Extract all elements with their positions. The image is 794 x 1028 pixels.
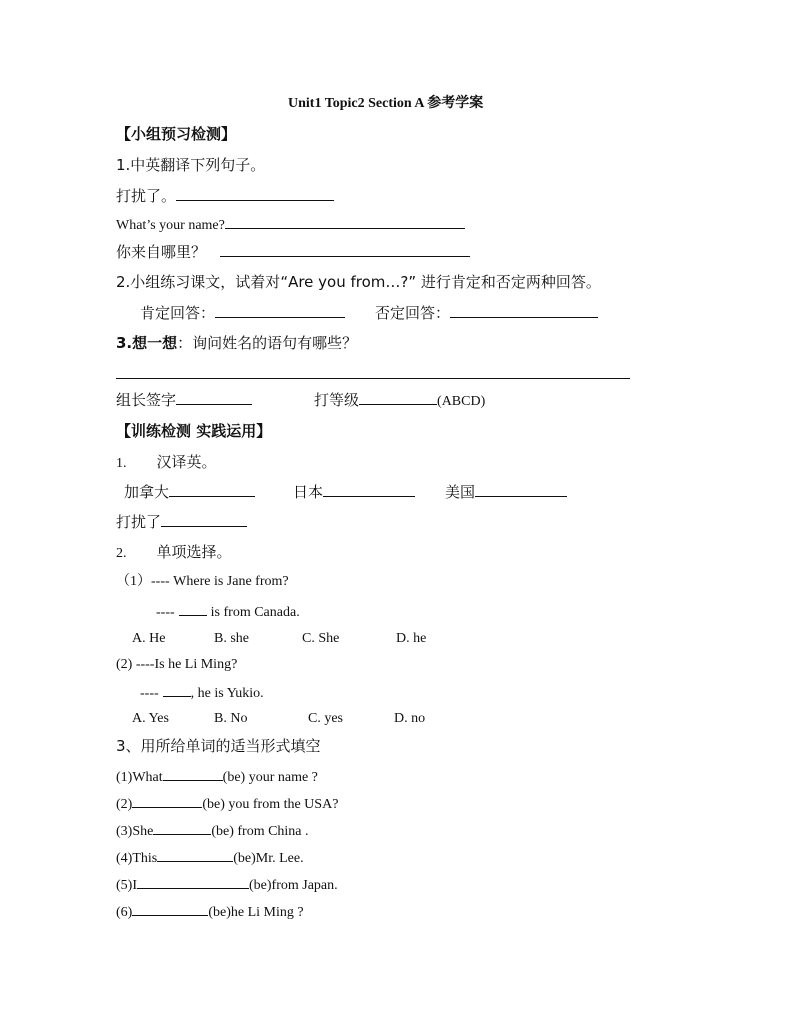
answer-blank[interactable] bbox=[176, 186, 334, 201]
grade-blank[interactable] bbox=[359, 390, 437, 405]
fill-pre: (6) bbox=[116, 905, 133, 920]
answer-blank[interactable] bbox=[132, 901, 208, 916]
fill-item-3 bbox=[116, 820, 309, 842]
s1-item-excuse: 打扰了 bbox=[116, 513, 162, 531]
answer-blank[interactable] bbox=[137, 874, 249, 889]
fill-item-4 bbox=[116, 847, 304, 869]
mc-q1-options bbox=[132, 629, 426, 649]
answer-blank[interactable] bbox=[163, 682, 191, 697]
fill-pre: (3)She bbox=[116, 824, 154, 839]
mc-q1-answer bbox=[156, 601, 300, 623]
fill-pre: (2) bbox=[116, 797, 133, 812]
fill-post: (be)from Japan. bbox=[249, 878, 338, 893]
option[interactable]: B. No bbox=[214, 711, 248, 726]
fill-post: (be) you from the USA? bbox=[202, 797, 339, 812]
fill-item-1 bbox=[116, 766, 318, 788]
q3-number: 3. bbox=[116, 334, 133, 352]
answer-blank[interactable] bbox=[153, 820, 211, 835]
section-header-practice: 【训练检测 实践运用】 bbox=[116, 422, 272, 440]
option[interactable]: D. he bbox=[396, 631, 427, 646]
s1-item-japan: 日本 bbox=[293, 483, 324, 501]
option[interactable]: C. yes bbox=[308, 711, 343, 726]
answer-blank[interactable] bbox=[475, 482, 567, 497]
fill-item-2 bbox=[116, 793, 338, 815]
q2-answers bbox=[140, 303, 598, 323]
mc-q1-question: （1）---- Where is Jane from? bbox=[116, 574, 289, 589]
mc-q2-question: (2) ----Is he Li Ming? bbox=[116, 657, 238, 672]
answer-blank[interactable] bbox=[215, 303, 345, 318]
q3-label bbox=[116, 333, 357, 353]
s3-label: 3、用所给单词的适当形式填空 bbox=[116, 737, 321, 755]
fill-post: (be) your name ? bbox=[222, 770, 318, 785]
s1-text: 汉译英。 bbox=[156, 453, 217, 471]
option[interactable]: D. no bbox=[394, 711, 426, 726]
q1-item-1-text: 打扰了。 bbox=[116, 187, 177, 205]
mc-q2-options bbox=[132, 709, 425, 729]
answer-blank[interactable] bbox=[163, 766, 223, 781]
q2-label: 2.小组练习课文，试着对“Are you from…?” 进行肯定和否定两种回答。 bbox=[116, 273, 601, 291]
q1-item-3-text: 你来自哪里？ bbox=[116, 243, 207, 261]
answer-blank[interactable] bbox=[169, 482, 255, 497]
fill-item-5 bbox=[116, 874, 338, 896]
answer-blank[interactable] bbox=[157, 847, 233, 862]
answer-blank[interactable] bbox=[450, 303, 598, 318]
answer-line[interactable] bbox=[116, 378, 630, 379]
mc-q2-answer bbox=[140, 682, 264, 704]
s1-row-1 bbox=[124, 482, 567, 502]
answer-blank[interactable] bbox=[161, 512, 247, 527]
answer-blank[interactable] bbox=[179, 601, 207, 616]
answer-blank[interactable] bbox=[132, 793, 202, 808]
section-header-preview: 【小组预习检测】 bbox=[116, 125, 237, 143]
grade-label: 打等级 bbox=[314, 391, 360, 409]
answer-blank[interactable] bbox=[220, 242, 470, 257]
q3-think: 想一想 bbox=[132, 334, 178, 352]
q1-item-2 bbox=[116, 214, 465, 236]
q1-item-2-text: What’s your name? bbox=[116, 218, 225, 233]
page-title: Unit1 Topic2 Section A 参考学案 bbox=[288, 96, 484, 111]
sign-blank[interactable] bbox=[176, 390, 252, 405]
grade-options: (ABCD) bbox=[437, 394, 486, 409]
q2-positive-label: 肯定回答： bbox=[140, 304, 216, 322]
q1-item-1 bbox=[116, 186, 334, 206]
fill-pre: (1)What bbox=[116, 770, 163, 785]
sign-row bbox=[116, 390, 485, 412]
mc-q1-prefix: ---- bbox=[156, 605, 175, 620]
mc-q2-suffix: , he is Yukio. bbox=[190, 686, 264, 701]
sign-label: 组长签字 bbox=[116, 391, 177, 409]
q2-negative-label: 否定回答： bbox=[375, 304, 451, 322]
answer-blank[interactable] bbox=[323, 482, 415, 497]
q3-text: ：询问姓名的语句有哪些？ bbox=[177, 334, 358, 352]
fill-post: (be)he Li Ming ? bbox=[208, 905, 304, 920]
fill-pre: (4)This bbox=[116, 851, 158, 866]
q1-item-3 bbox=[116, 242, 470, 262]
s1-row-2 bbox=[116, 512, 247, 532]
s2-number: 2. bbox=[116, 546, 127, 561]
fill-post: (be) from China . bbox=[211, 824, 309, 839]
option[interactable]: B. she bbox=[214, 631, 249, 646]
mc-q2-prefix: ---- bbox=[140, 686, 159, 701]
answer-blank[interactable] bbox=[225, 214, 465, 229]
fill-pre: (5)I bbox=[116, 878, 137, 893]
option[interactable]: C. She bbox=[302, 631, 340, 646]
s2-text: 单项选择。 bbox=[156, 543, 232, 561]
s1-number: 1. bbox=[116, 456, 127, 471]
s1-item-usa: 美国 bbox=[445, 483, 476, 501]
q1-label: 1.中英翻译下列句子。 bbox=[116, 156, 266, 174]
fill-post: (be)Mr. Lee. bbox=[233, 851, 304, 866]
option[interactable]: A. He bbox=[132, 631, 166, 646]
mc-q1-suffix: is from Canada. bbox=[210, 605, 300, 620]
s1-label bbox=[116, 452, 217, 474]
option[interactable]: A. Yes bbox=[132, 711, 169, 726]
s2-label bbox=[116, 542, 232, 564]
s1-item-canada: 加拿大 bbox=[124, 483, 170, 501]
fill-item-6 bbox=[116, 901, 304, 923]
